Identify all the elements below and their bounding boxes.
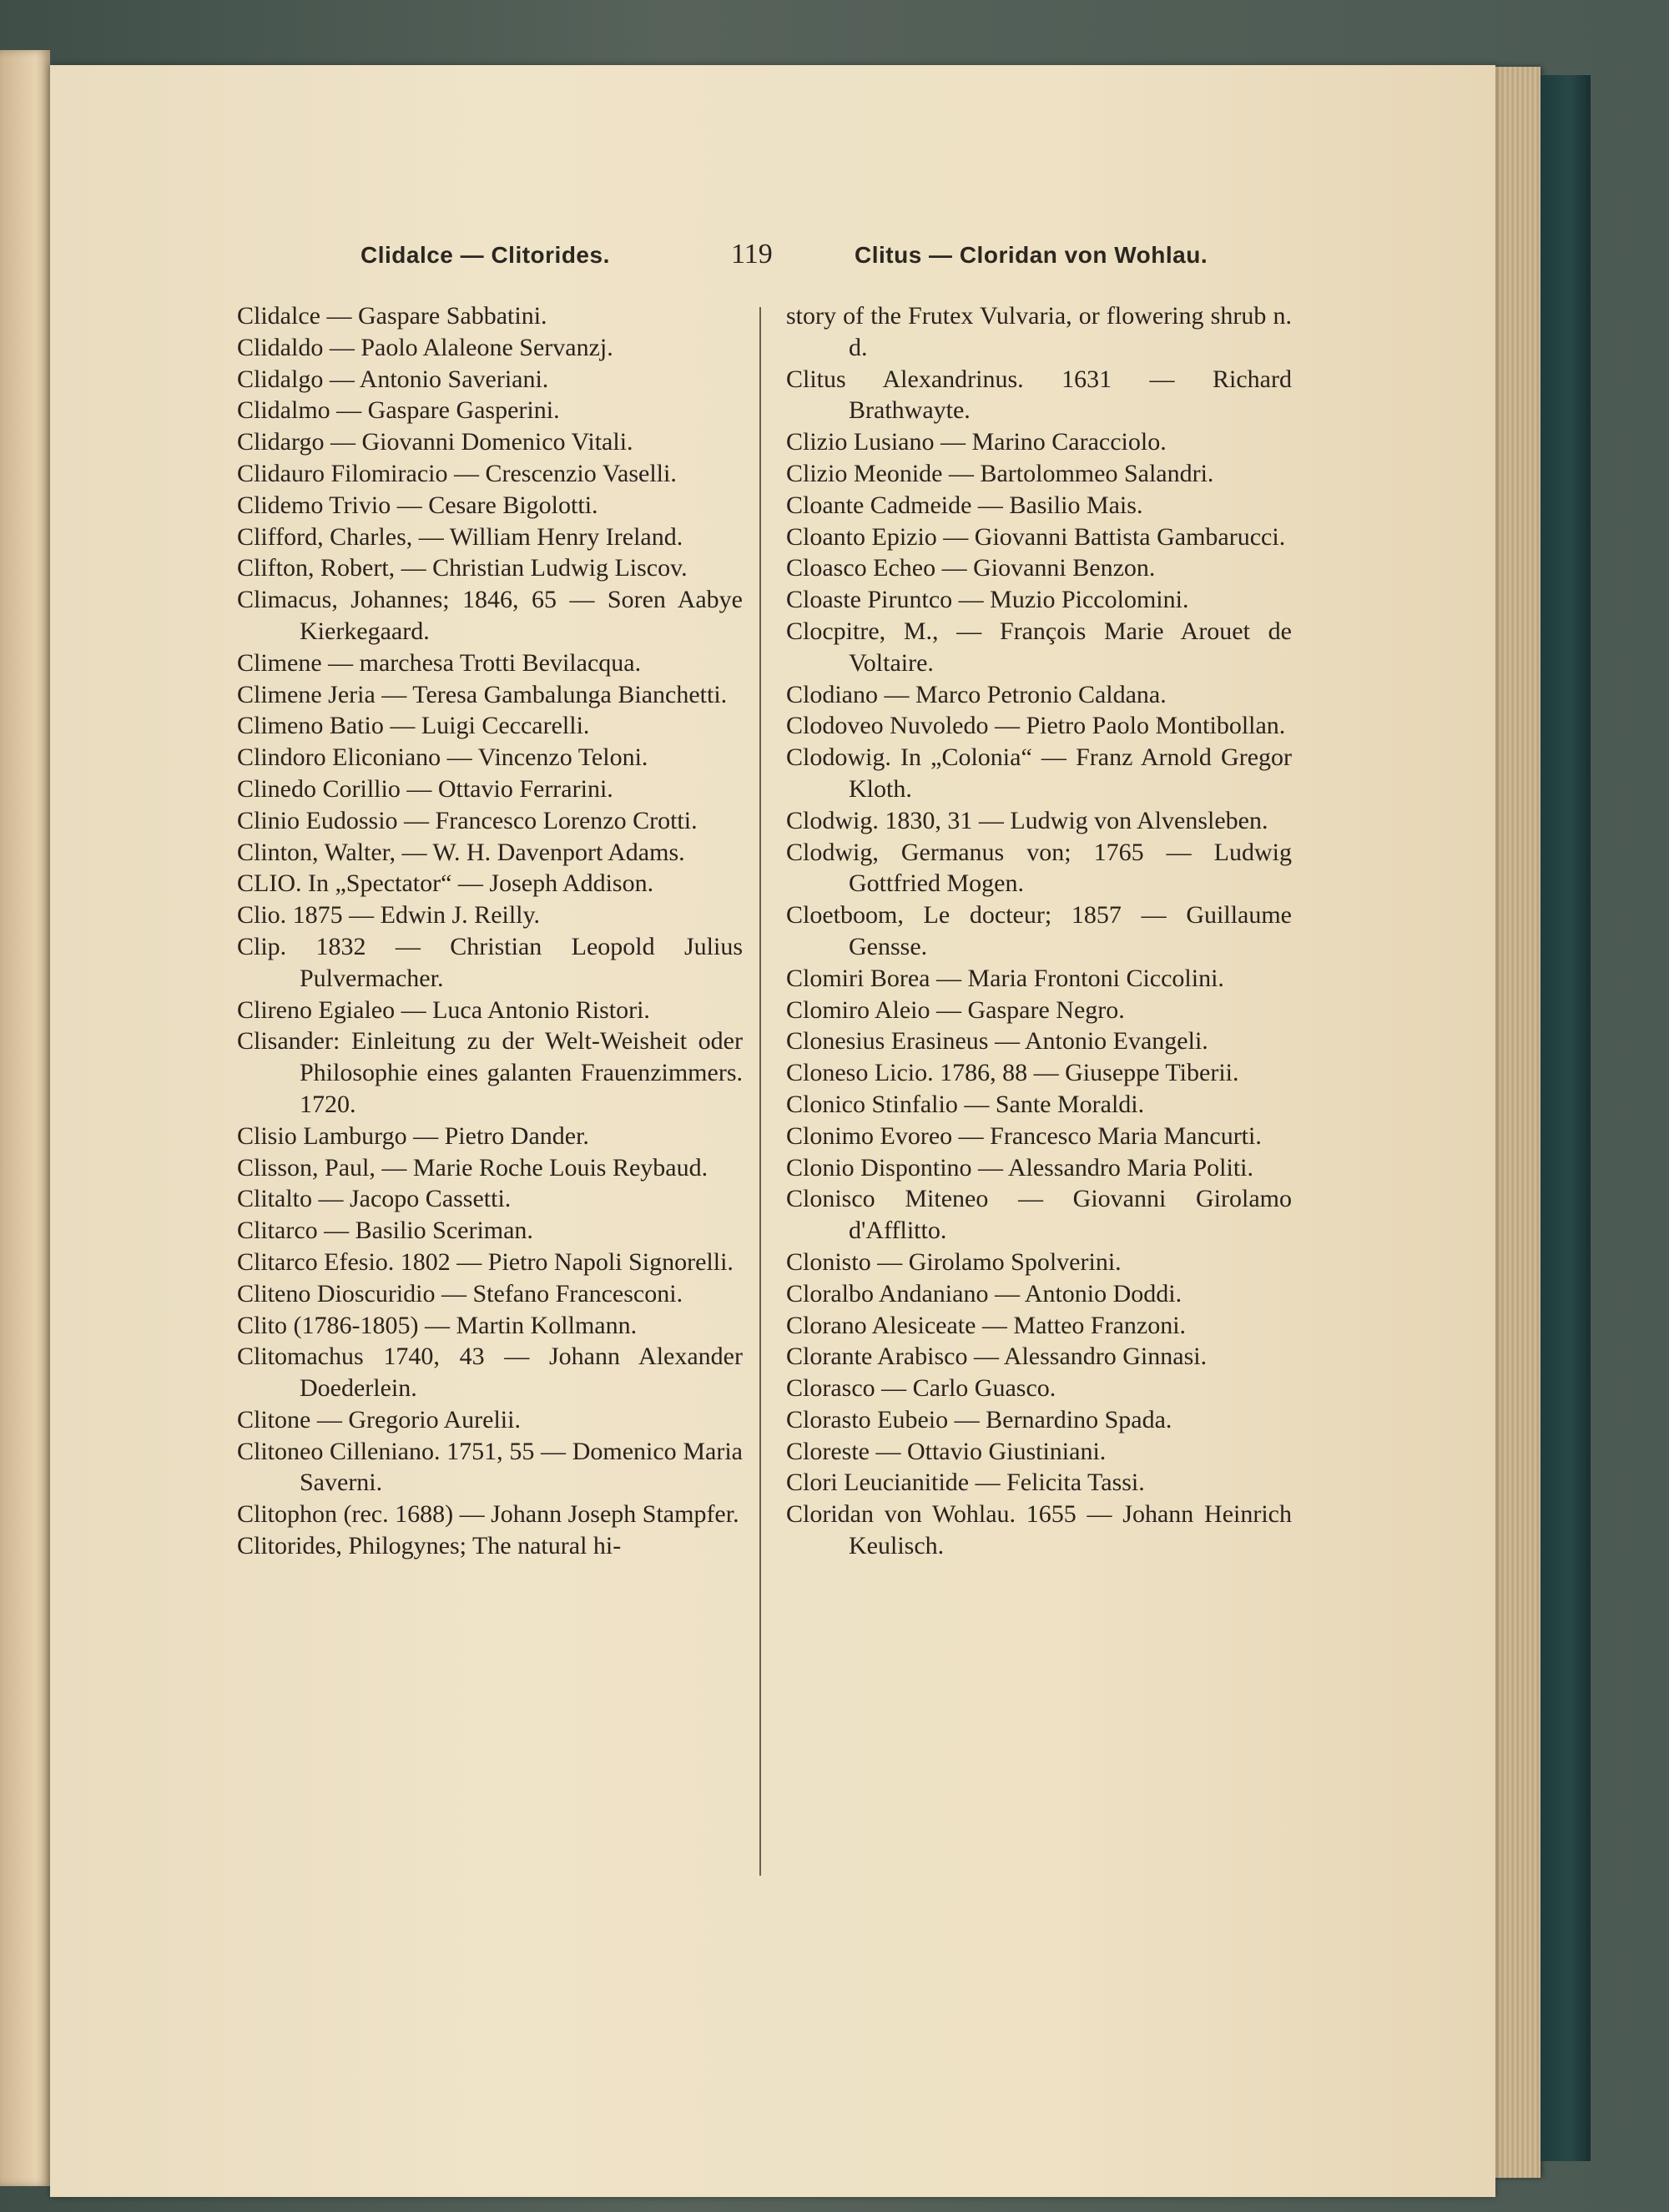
index-entry: Clisander: Einleitung zu der Welt-Weisheit oder Philosophie eines galanten Frauenzimmers. 1720. xyxy=(237,1027,743,1118)
page-number: 119 xyxy=(731,239,773,270)
index-entry: Climene Jeria — Teresa Gambalunga Bianchetti. xyxy=(237,680,728,708)
index-entry: story of the Frutex Vulvaria, or flowering shrub n. d. xyxy=(786,302,1292,361)
index-entry: Clindoro Eliconiano — Vincenzo Teloni. xyxy=(237,743,648,772)
page-block-edges xyxy=(1490,67,1540,2178)
index-entry: Clonesius Erasineus — Antonio Evangeli. xyxy=(786,1027,1208,1056)
index-entry: Clip. 1832 — Christian Leopold Julius Pulvermacher. xyxy=(237,932,743,992)
index-entry: Cloante Cadmeide — Basilio Mais. xyxy=(786,491,1143,519)
index-entry: Clorante Arabisco — Alessandro Ginnasi. xyxy=(786,1343,1208,1371)
index-entry: Clitalto — Jacopo Cassetti. xyxy=(237,1185,512,1213)
running-head-right: Clitus — Cloridan von Wohlau. xyxy=(855,242,1208,268)
index-entry: Clisson, Paul, — Marie Roche Louis Reybaud. xyxy=(237,1153,708,1182)
book-cover-edge xyxy=(1540,75,1591,2161)
index-entry: Cloralbo Andaniano — Antonio Doddi. xyxy=(786,1279,1182,1308)
index-entry: Clisio Lamburgo — Pietro Dander. xyxy=(237,1121,589,1150)
left-column xyxy=(237,300,743,1562)
index-entry: Cloreste — Ottavio Giustiniani. xyxy=(786,1437,1107,1465)
index-entry: Clonimo Evoreo — Francesco Maria Mancurti. xyxy=(786,1121,1262,1150)
index-entry: CLIO. In „Spectator“ — Joseph Addison. xyxy=(237,869,654,898)
index-entry: Clonio Dispontino — Alessandro Maria Politi. xyxy=(786,1153,1253,1182)
index-entry: Clifford, Charles, — William Henry Ireland. xyxy=(237,522,683,551)
index-entry: Clorasto Eubeio — Bernardino Spada. xyxy=(786,1405,1172,1434)
index-entry: Clio. 1875 — Edwin J. Reilly. xyxy=(237,901,541,930)
index-entry: Clocpitre, M., — François Marie Arouet de Voltaire. xyxy=(786,617,1292,677)
right-column xyxy=(786,300,1292,1562)
index-entry: Clonisto — Girolamo Spolverini. xyxy=(786,1247,1122,1276)
index-entry: Clizio Meonide — Bartolommeo Salandri. xyxy=(786,459,1214,487)
index-entry: Clitophon (rec. 1688) — Johann Joseph Stampfer. xyxy=(237,1500,739,1529)
index-entry: Clomiro Aleio — Gaspare Negro. xyxy=(786,995,1125,1024)
index-entry: Clitomachus 1740, 43 — Johann Alexander Doederlein. xyxy=(237,1343,743,1403)
index-entry: Climeno Batio — Luigi Ceccarelli. xyxy=(237,712,590,740)
facing-page-edge xyxy=(0,50,50,2186)
index-entry: Clorano Alesiceate — Matteo Franzoni. xyxy=(786,1311,1187,1339)
index-entry: Clidauro Filomiracio — Crescenzio Vaselli. xyxy=(237,459,677,487)
index-entry: Cliteno Dioscuridio — Stefano Francesconi. xyxy=(237,1279,683,1308)
index-entry: Clonico Stinfalio — Sante Moraldi. xyxy=(786,1090,1145,1118)
index-entry: Clifton, Robert, — Christian Ludwig Liscov. xyxy=(237,554,688,582)
index-entry: Cloridan von Wohlau. 1655 — Johann Heinrich Keulisch. xyxy=(786,1500,1292,1560)
index-entry: Clomiri Borea — Maria Frontoni Ciccolini. xyxy=(786,964,1224,992)
index-entry: Clori Leucianitide — Felicita Tassi. xyxy=(786,1469,1145,1497)
index-entry: Clitarco Efesio. 1802 — Pietro Napoli Signorelli. xyxy=(237,1247,734,1276)
index-entry: Cloaste Piruntco — Muzio Piccolomini. xyxy=(786,586,1189,614)
index-entry: Cloneso Licio. 1786, 88 — Giuseppe Tiberii. xyxy=(786,1059,1239,1087)
index-entry: Cloetboom, Le docteur; 1857 — Guillaume Gensse. xyxy=(786,901,1292,960)
index-entry: Cloasco Echeo — Giovanni Benzon. xyxy=(786,554,1156,582)
index-entry: Clireno Egialeo — Luca Antonio Ristori. xyxy=(237,995,650,1024)
index-entry: Clidalmo — Gaspare Gasperini. xyxy=(237,396,560,425)
index-entry: Clidargo — Giovanni Domenico Vitali. xyxy=(237,428,633,456)
index-entry: Clitoneo Cilleniano. 1751, 55 — Domenico Maria Saverni. xyxy=(237,1437,743,1497)
index-entry: Clidalgo — Antonio Saveriani. xyxy=(237,365,549,393)
index-entry: Clorasco — Carlo Guasco. xyxy=(786,1374,1056,1403)
index-entry: Clodwig, Germanus von; 1765 — Ludwig Gottfried Mogen. xyxy=(786,838,1292,898)
index-entry: Clitone — Gregorio Aurelii. xyxy=(237,1405,521,1434)
index-entry: Clito (1786-1805) — Martin Kollmann. xyxy=(237,1311,638,1339)
index-entry: Clidemo Trivio — Cesare Bigolotti. xyxy=(237,491,598,519)
index-entry: Clizio Lusiano — Marino Caracciolo. xyxy=(786,428,1167,456)
index-entry: Clodiano — Marco Petronio Caldana. xyxy=(786,680,1167,708)
index-entry: Climacus, Johannes; 1846, 65 — Soren Aabye Kierkegaard. xyxy=(237,586,743,645)
index-entry: Clinedo Corillio — Ottavio Ferrarini. xyxy=(237,774,613,803)
index-entry: Clitus Alexandrinus. 1631 — Richard Brathwayte. xyxy=(786,365,1292,425)
index-entry: Clinton, Walter, — W. H. Davenport Adams. xyxy=(237,838,685,866)
column-divider xyxy=(759,307,761,1876)
index-entry: Clitarco — Basilio Sceriman. xyxy=(237,1217,533,1245)
index-entry: Clodwig. 1830, 31 — Ludwig von Alvensleben. xyxy=(786,806,1268,834)
index-entry: Clidaldo — Paolo Alaleone Servanzj. xyxy=(237,333,613,361)
index-entry: Clodowig. In „Colonia“ — Franz Arnold Gregor Kloth. xyxy=(786,743,1292,803)
index-entry: Clidalce — Gaspare Sabbatini. xyxy=(237,302,547,330)
running-head-left: Clidalce — Clitorides. xyxy=(361,242,610,268)
index-entry: Clodoveo Nuvoledo — Pietro Paolo Montibollan. xyxy=(786,712,1286,740)
index-entry: Clonisco Miteneo — Giovanni Girolamo d'Afflitto. xyxy=(786,1185,1292,1245)
index-entry: Cloanto Epizio — Giovanni Battista Gambarucci. xyxy=(786,522,1286,551)
index-entry: Clitorides, Philogynes; The natural hi- xyxy=(237,1532,622,1560)
index-entry: Climene — marchesa Trotti Bevilacqua. xyxy=(237,648,642,677)
index-entry: Clinio Eudossio — Francesco Lorenzo Crotti. xyxy=(237,806,698,834)
